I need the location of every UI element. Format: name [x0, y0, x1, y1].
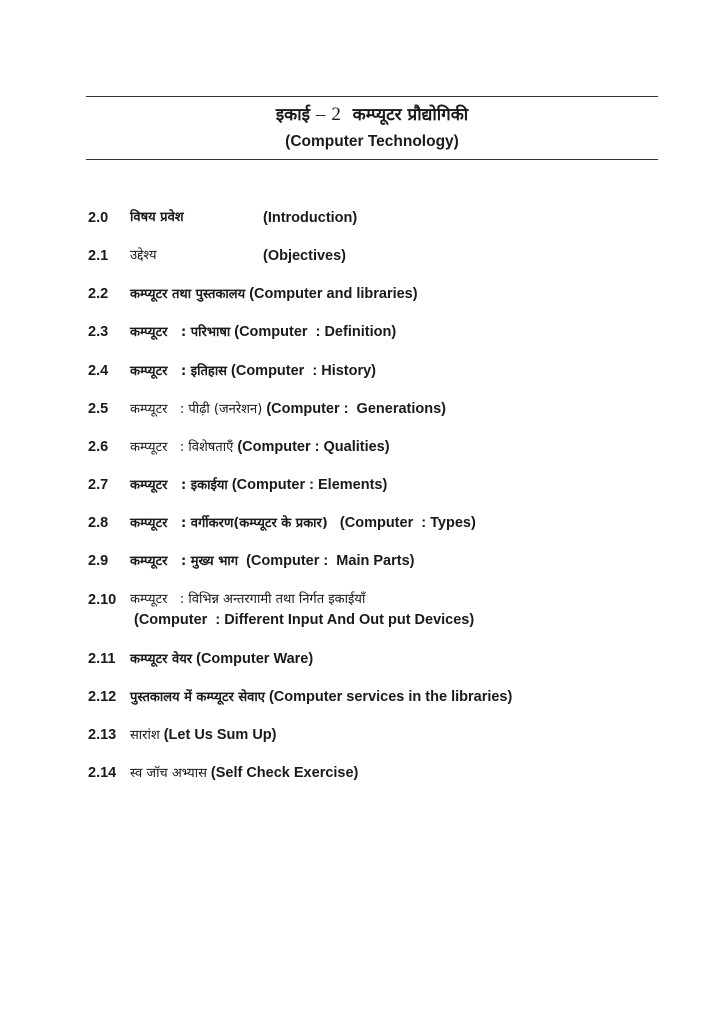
toc-english: (Computer : Elements): [231, 477, 388, 493]
toc-item-2-6: [0, 437, 728, 461]
toc-english: (Computer : Main Parts): [246, 553, 415, 569]
toc-hindi: कम्प्यूटर : इतिहास: [130, 364, 227, 379]
toc-hindi: उद्देश्य: [130, 248, 157, 263]
toc-english: (Computer : Types): [339, 515, 476, 531]
toc-hindi: स्व जॉच अभ्यास: [130, 766, 207, 781]
toc-number: 2.0: [88, 210, 109, 226]
toc-english: (Computer : History): [231, 363, 377, 379]
bottom-rule: [86, 159, 658, 160]
page-subtitle: (Computer Technology): [285, 133, 459, 150]
toc-number: 2.8: [88, 515, 109, 531]
toc-number: 2.14: [88, 765, 117, 781]
toc-number: 2.5: [88, 401, 109, 417]
title-hindi: कम्प्यूटर प्रौद्योगिकी: [352, 105, 469, 125]
toc-number: 2.3: [88, 324, 109, 340]
title-number: 2: [331, 104, 341, 125]
toc-hindi: पुस्तकालय में कम्प्यूटर सेवाए: [130, 690, 265, 705]
toc-hindi: कम्प्यूटर : विशेषताएँ: [130, 440, 234, 455]
toc-number: 2.6: [88, 439, 109, 455]
toc-english: (Computer and libraries): [249, 286, 418, 302]
toc-number: 2.12: [88, 689, 117, 705]
toc-number: 2.4: [88, 363, 109, 379]
toc-english: (Objectives): [263, 248, 346, 264]
toc-english: (Computer : Generations): [266, 401, 446, 417]
toc-item-2-8: [0, 513, 728, 537]
toc-number: 2.10: [88, 592, 117, 608]
title-hindi-prefix: इकाई: [275, 105, 310, 125]
toc-item-2-12: [0, 687, 728, 711]
toc-item-2-0: [0, 208, 728, 232]
toc-number: 2.7: [88, 477, 109, 493]
toc-hindi: कम्प्यूटर तथा पुस्तकालय: [130, 287, 246, 302]
toc-number: 2.11: [88, 651, 116, 667]
toc-item-2-5: [0, 399, 728, 423]
toc-number: 2.13: [88, 727, 117, 743]
toc-english: (Computer Ware): [196, 651, 314, 667]
toc-hindi: कम्प्यूटर : पीढ़ी (जनरेशन): [130, 402, 263, 417]
toc-item-2-13: [0, 725, 728, 749]
toc-item-2-7: [0, 475, 728, 499]
toc-hindi: कम्प्यूटर वेयर: [130, 652, 193, 667]
toc-english: (Let Us Sum Up): [163, 727, 277, 743]
toc-number: 2.1: [88, 248, 109, 264]
toc-english: (Self Check Exercise): [210, 765, 359, 781]
toc-item-2-11: [0, 649, 728, 673]
toc-number: 2.2: [88, 286, 109, 302]
toc-hindi: सारांश: [130, 728, 160, 743]
toc-english: (Computer : Different Input And Out put Devices): [134, 612, 475, 628]
toc-hindi: विषय प्रवेश: [130, 210, 184, 225]
toc-hindi: कम्प्यूटर : विभिन्न अन्तरगामी तथा निर्गत इकाईयॉं: [130, 592, 366, 607]
page-title: [86, 104, 658, 126]
toc-item-2-14: [0, 763, 728, 787]
toc-item-2-3: [0, 322, 728, 346]
toc-hindi: कम्प्यूटर : परिभाषा: [130, 325, 231, 340]
toc-item-2-2: [0, 284, 728, 308]
toc-english: (Computer : Definition): [234, 324, 397, 340]
toc-item-2-10: [0, 590, 728, 634]
toc-hindi: कम्प्यूटर : वर्गीकरण(कम्प्यूटर के प्रकार): [130, 516, 328, 531]
toc-english: (Computer services in the libraries): [268, 689, 513, 705]
toc-item-2-1: [0, 246, 728, 270]
toc-item-2-9: [0, 551, 728, 575]
toc-hindi: कम्प्यूटर : मुख्य भाग: [130, 554, 239, 569]
toc-number: 2.9: [88, 553, 109, 569]
title-dash: –: [315, 104, 326, 125]
toc-english: (Computer : Qualities): [237, 439, 390, 455]
toc-english: (Introduction): [263, 210, 358, 226]
toc-hindi: कम्प्यूटर : इकाईया: [130, 478, 228, 493]
toc-item-2-4: [0, 361, 728, 385]
top-rule: [86, 96, 658, 97]
